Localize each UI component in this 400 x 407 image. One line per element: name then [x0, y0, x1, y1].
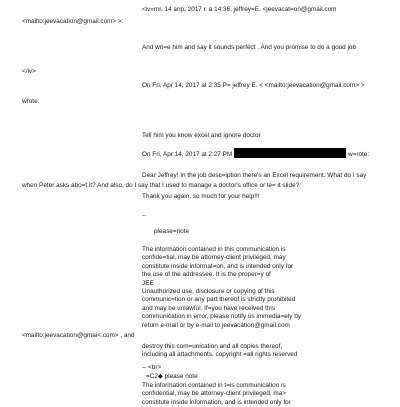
message-line-3: Thank you again, so much for your help!!!	[142, 193, 260, 200]
disclaimer-line: Unauthorized use, disclosure or copying of this	[142, 287, 275, 295]
disclaimer-line: destroy this com=unication and all copies thereof,	[142, 343, 283, 350]
please-note-heading: please=note	[154, 228, 190, 235]
quote-wrote-2: w=rote:	[348, 151, 370, 158]
br-separator: -- <br>	[142, 364, 162, 371]
disclaimer-line: constitute inside information, and is intended only for	[142, 398, 291, 406]
mailto-line: <mailto:jeevacation@gmai<.com> , and	[22, 332, 135, 339]
redaction-bar	[234, 148, 346, 158]
reply-text-1: And wri=e him and say it sounds perfect . And you promise to do a good job	[142, 44, 357, 51]
quoted-header-line-1: <iv»mr, 14 anp. 2017 r. в 14:36, jeffrey=E. <jeevacat=on@gmail.com	[142, 6, 337, 13]
closing-div-tag: </iv>	[22, 68, 36, 75]
separator-dashes: --	[142, 212, 147, 219]
quoted-header-line-2: <mailto:jeevacation@gmail.com> >:	[22, 18, 124, 25]
quote-header-2: On Fri, Apr 14, 2017 at 2:27 PM	[142, 151, 233, 158]
disclaimer-line: and may be unlawful. If=you have received this	[142, 304, 276, 312]
message-line-1: Dear Jeffrey! In the job desc=iption there's an Excel requirement. What do I say	[142, 172, 367, 179]
quote-wrote-1: wrote:	[22, 98, 40, 105]
please-note-heading-2: =C2◆ please note	[146, 373, 198, 380]
disclaimer-line: JEE	[142, 279, 154, 287]
quote-header-1: On Fri, Apr 14, 2017 at 2:35 P= jeffrey E. < <mailto:jeevacation@gmail.com> >	[142, 82, 365, 89]
disclaimer-line: confidential, may be attorney-client privileged, ma>	[142, 390, 287, 398]
disclaimer-line: the use of the addressee. It is the proper=y of	[142, 271, 271, 279]
message-line-2: when Peter asks abo=t it? And also, do I say that I used to manage a doctor's office or le= it slide?	[22, 182, 300, 189]
disclaimer-line: The information contained in this communication is	[142, 246, 286, 253]
disclaimer-line: confide=tial, may be attorney-client privileged, may	[142, 254, 286, 262]
disclaimer-line: The information contained in t=is communication is	[142, 382, 286, 389]
disclaimer-block-1	[142, 246, 301, 330]
disclaimer-end-block	[142, 343, 297, 360]
disclaimer-line: constitute inside informat=on, and is intended only for	[142, 262, 294, 270]
disclaimer-line: communic=tion or any part thereof is strictly prohibited	[142, 296, 296, 304]
disclaimer-line: communication in error, please notify us immedia=ely by	[142, 313, 301, 321]
disclaimer-line: return e-mail or by e-mail to jeevacation@gmail.com	[142, 321, 290, 329]
disclaimer-block-2	[142, 382, 291, 407]
disclaimer-line: including all attachments. copyright =all rights reserved	[142, 351, 298, 359]
reply-text-2: Tell him you know excel and ignore doctor	[142, 132, 261, 139]
